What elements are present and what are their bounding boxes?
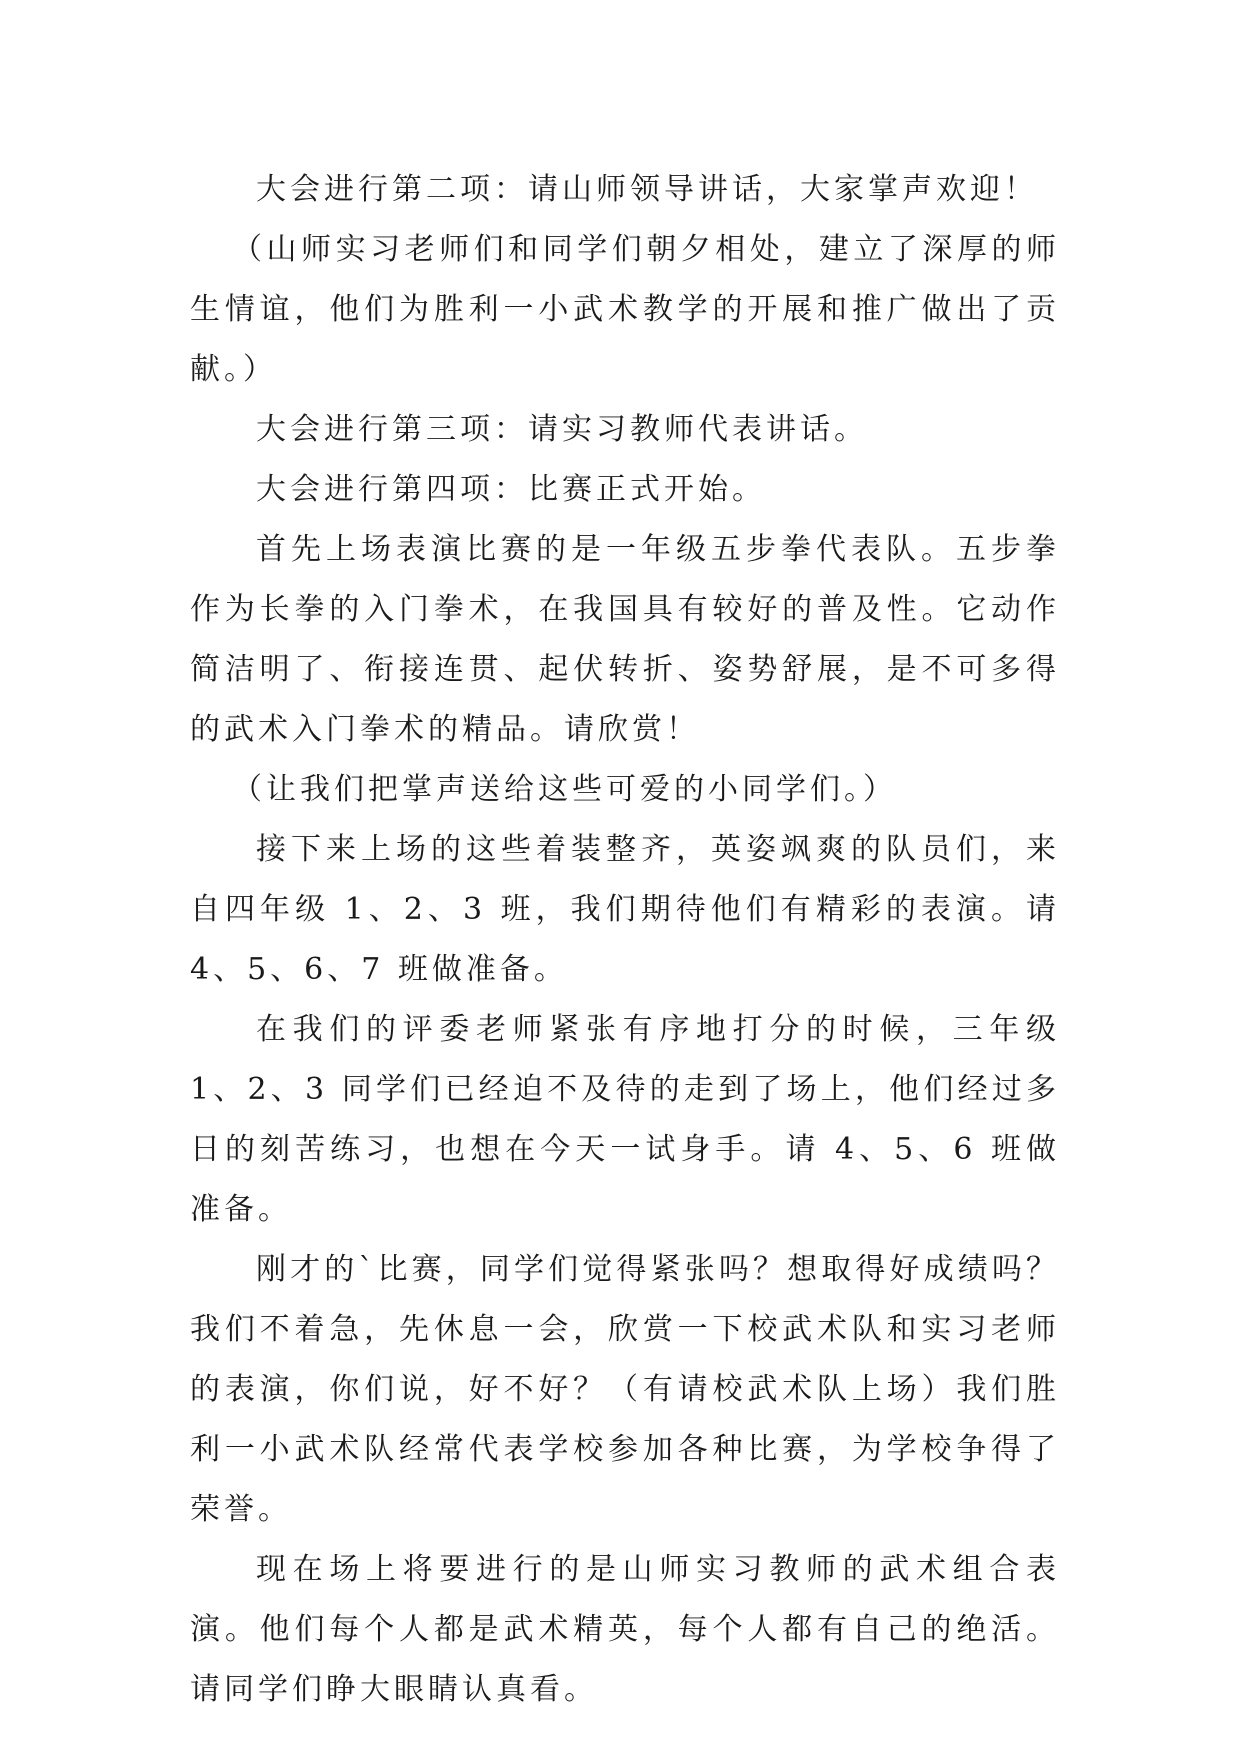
paragraph-teacher-demo: 现在场上将要进行的是山师实习教师的武术组合表演。他们每个人都是武术精英，每个人都有自己的绝活。请同学们睁大眼睛认真看。 xyxy=(190,1552,1060,1707)
paragraph-break-intermission: 刚才的`比赛，同学们觉得紧张吗？想取得好成绩吗？我们不着急，先休息一会，欣赏一下校武术队和实习老师的表演，你们说，好不好？（有请校武术队上场）我们胜利一小武术队经常代表学校参加各种比赛，为学校争得了荣誉。 xyxy=(190,1252,1060,1527)
paragraph-agenda-item-4: 大会进行第四项：比赛正式开始。 xyxy=(256,472,766,507)
paragraph-teacher-note: （山师实习老师们和同学们朝夕相处，建立了深厚的师生情谊，他们为胜利一小武术教学的开展和推广做出了贡献。） xyxy=(190,232,1060,387)
paragraph-grade4-performance: 接下来上场的这些着装整齐，英姿飒爽的队员们，来自四年级 1、2、3 班，我们期待他们有精彩的表演。请 4、5、6、7 班做准备。 xyxy=(190,832,1074,987)
paragraph-applause-note: （让我们把掌声送给这些可爱的小同学们。） xyxy=(232,772,897,807)
paragraph-agenda-item-3: 大会进行第三项：请实习教师代表讲话。 xyxy=(256,412,868,447)
paragraph-grade3-performance: 在我们的评委老师紧张有序地打分的时候，三年级 1、2、3 同学们已经迫不及待的走到了场上，他们经过多日的刻苦练习，也想在今天一试身手。请 4、5、6 班做准备。 xyxy=(190,1012,1074,1227)
document-page xyxy=(190,160,1074,1720)
paragraph-agenda-item-2: 大会进行第二项：请山师领导讲话，大家掌声欢迎！ xyxy=(256,172,1038,207)
paragraph-grade1-performance: 首先上场表演比赛的是一年级五步拳代表队。五步拳作为长拳的入门拳术，在我国具有较好的普及性。它动作简洁明了、衔接连贯、起伏转折、姿势舒展，是不可多得的武术入门拳术的精品。请欣赏！ xyxy=(190,532,1060,747)
